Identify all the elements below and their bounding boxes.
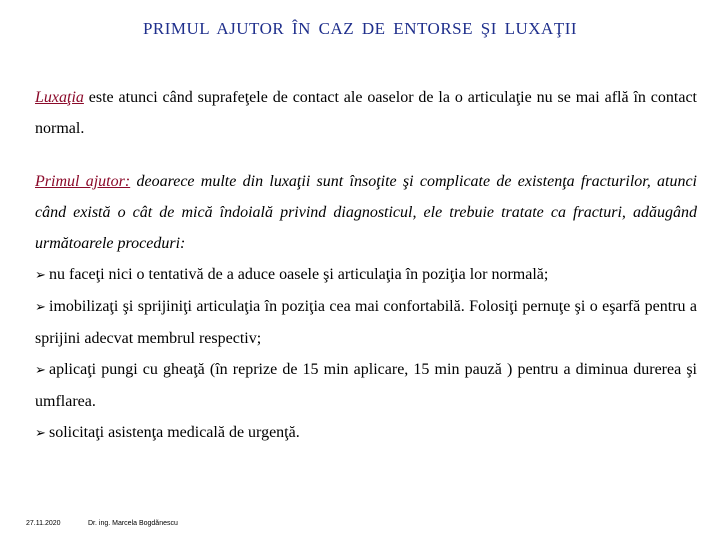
list-item-text: imobilizaţi şi sprijiniţi articulaţia în poziţia cea mai confortabilă. Folosiţi pernuţe şi o eşarfă pentru a sprijini adecvat membrul respectiv; [35,298,697,347]
list-item-text: aplicaţi pungi cu gheaţă (în reprize de 15 min aplicare, 15 min pauză ) pentru a diminua durerea şi umflarea. [35,361,697,410]
list-item-text: nu faceţi nici o tentativă de a aduce oasele şi articulaţia în poziţia lor normală; [49,266,549,283]
first-aid-paragraph [35,166,697,259]
first-aid-text: deoarece multe din luxaţii sunt însoţite şi complicate de existenţa fracturilor, atunci când există o cât de mică îndoială privind diagnosticul, ele trebuie tratate ca fracturi, adăugând următoarele proceduri: [35,173,698,252]
list-item [35,354,697,417]
arrow-right-icon: ➢ [35,426,46,441]
footer-date: 27.11.2020 [26,520,61,527]
arrow-right-icon: ➢ [35,268,46,283]
definition-term: Luxaţia [35,89,84,106]
footer-author: Dr. ing. Marcela Bogdănescu [88,520,178,527]
definition-paragraph [35,82,697,144]
list-item-text: solicitaţi asistenţa medicală de urgenţă. [49,424,300,441]
list-item [35,291,697,354]
page-title: PRIMUL AJUTOR ÎN CAZ DE ENTORSE ŞI LUXAŢII [142,19,578,38]
first-aid-term: Primul ajutor: [35,173,131,190]
procedure-list [35,259,697,449]
list-item [35,417,697,449]
arrow-right-icon: ➢ [35,300,46,315]
list-item [35,259,697,291]
main-content [35,82,697,449]
definition-text: este atunci când suprafeţele de contact ale oaselor de la o articulaţie nu se mai află în contact normal. [35,89,697,137]
arrow-right-icon: ➢ [35,363,46,378]
